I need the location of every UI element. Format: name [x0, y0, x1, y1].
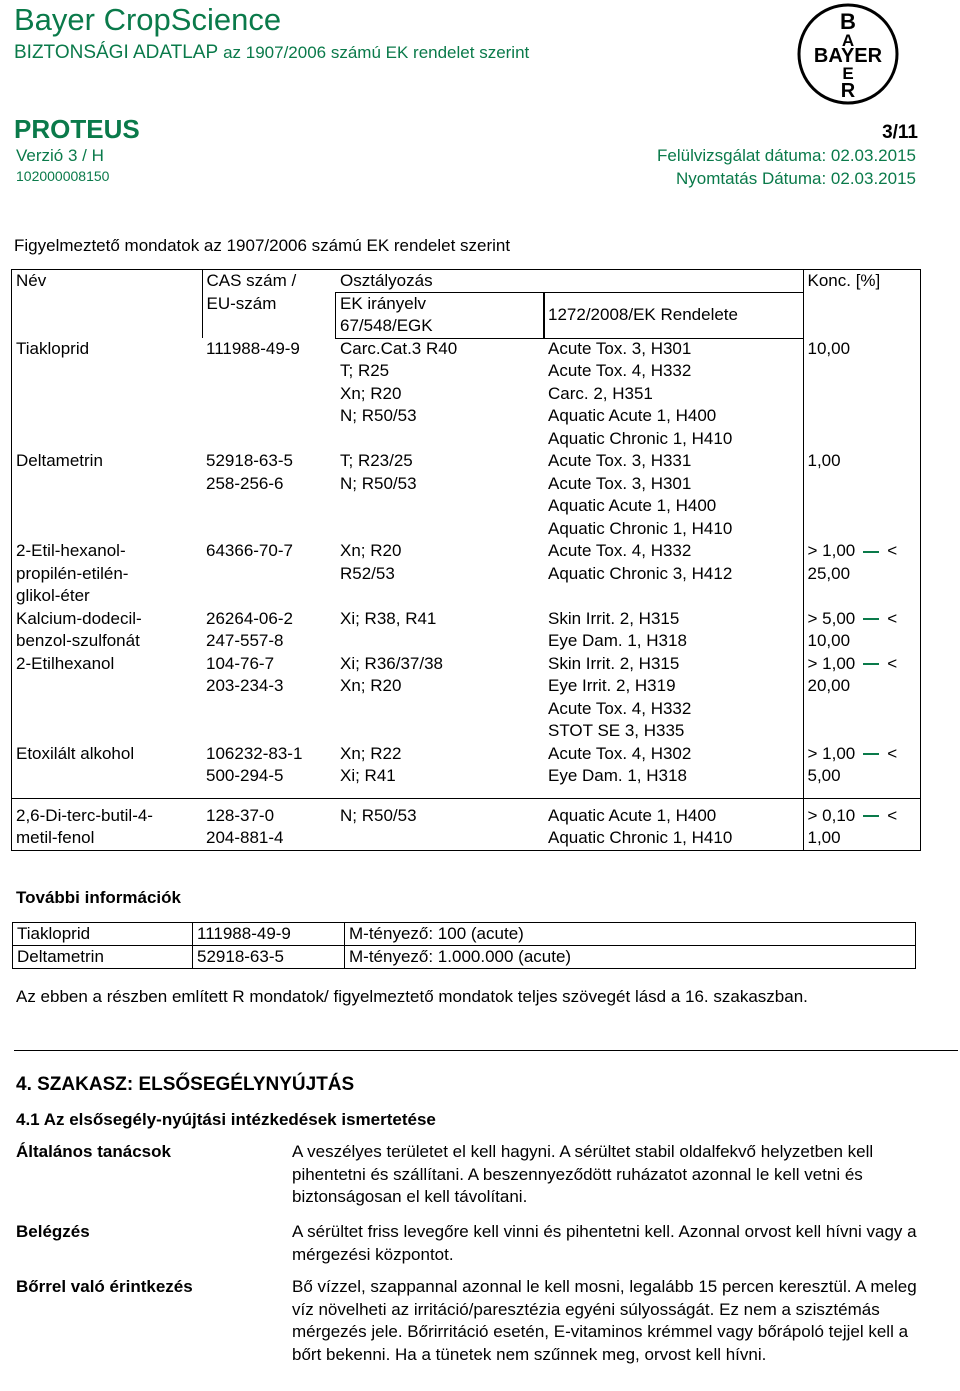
- substance-name: 2,6-Di-terc-butil-4- metil-fenol: [12, 798, 202, 850]
- cas-number: 26264-06-2 247-557-8: [206, 608, 293, 650]
- ek-classification: Carc.Cat.3 R40 T; R25 Xn; R20 N; R50/53: [340, 338, 458, 425]
- logo-letter-a: A: [841, 31, 855, 50]
- product-name: PROTEUS: [14, 114, 140, 144]
- ek-classification: Xi; R36/37/38 Xn; R20: [340, 653, 444, 695]
- further-info-title: További információk: [16, 888, 181, 907]
- less-than-sign: <: [887, 743, 898, 763]
- concentration: [803, 540, 920, 608]
- cas-number: 52918-63-5 258-256-6: [206, 451, 293, 493]
- r-phrases-note: Az ebben a részben említett R mondatok/ figyelmeztető mondatok teljes szövegét lásd a 16. szakaszban.: [16, 987, 808, 1006]
- table-row: [12, 608, 920, 653]
- cas-number: 128-37-0 204-881-4: [202, 798, 336, 850]
- concentration-high: 20,00: [807, 676, 851, 695]
- concentration-low: > 1,00: [807, 653, 856, 673]
- page-number: 3/11: [882, 122, 918, 143]
- clp-classification: Skin Irrit. 2, H315 Eye Irrit. 2, H319 Acute Tox. 4, H332 STOT SE 3, H335: [548, 653, 692, 740]
- substance-name: 2-Etil-hexanol- propilén-etilén- glikol-éter: [16, 541, 129, 605]
- document-title-rest: az 1907/2006 számú EK rendelet szerint: [223, 43, 530, 62]
- concentration: [803, 608, 920, 653]
- table-row: [12, 798, 920, 850]
- company-name: Bayer CropScience: [14, 2, 282, 37]
- ek-classification: Xn; R22 Xi; R41: [340, 743, 402, 785]
- first-aid-text-inhalation: A sérültet friss levegőre kell vinni és pihentetni kell. Azonnal orvost kell hívni vagy a mérgezési központot.: [292, 1222, 917, 1264]
- concentration: [803, 450, 920, 540]
- clp-classification: Acute Tox. 3, H331 Acute Tox. 3, H301 Aquatic Acute 1, H400 Aquatic Chronic 1, H410: [548, 451, 733, 538]
- range-dash: [863, 663, 879, 665]
- substance-name: 2-Etilhexanol: [16, 653, 115, 673]
- logo-letter-r: R: [840, 80, 856, 102]
- concentration-high: 1,00: [807, 828, 841, 847]
- print-date: Nyomtatás Dátuma: 02.03.2015: [675, 169, 916, 188]
- first-aid-label-general: Általános tanácsok: [16, 1142, 171, 1161]
- mf-name: Tiakloprid: [13, 923, 193, 946]
- concentration-low: > 5,00: [807, 608, 856, 628]
- logo-word-bayer: BAYER: [813, 45, 883, 67]
- cas-number: 104-76-7 203-234-3: [206, 653, 284, 695]
- concentration-low: > 1,00: [807, 541, 856, 560]
- substance-name: Deltametrin: [16, 451, 103, 470]
- divider: [14, 1050, 958, 1051]
- clp-classification: Acute Tox. 3, H301 Acute Tox. 4, H332 Carc. 2, H351 Aquatic Acute 1, H400 Aquatic Chronic 1, H410: [548, 338, 733, 448]
- mf-cas: 111988-49-9: [193, 923, 345, 946]
- first-aid-text-general: A veszélyes területet el kell hagyni. A sérültet stabil oldalfekvő helyzetben kell pihentetni és szállítani. A beszennyeződött ruházatot azonnal le kell vetni és biztonságosan el kell távolítani.: [292, 1142, 874, 1206]
- ek-classification: T; R23/25 N; R50/53: [340, 451, 417, 493]
- m-factor-table: [12, 922, 916, 969]
- first-aid-label-skin: Bőrrel való érintkezés: [16, 1277, 193, 1296]
- less-than-sign: <: [887, 608, 898, 628]
- header-name: Név: [12, 270, 202, 338]
- concentration: [803, 798, 920, 850]
- header-reg: 1272/2008/EK Rendelete: [544, 293, 803, 338]
- range-dash: [863, 753, 879, 755]
- substance-name: Kalcium-dodecil- benzol-szulfonát: [16, 608, 142, 650]
- table-row: [12, 338, 920, 451]
- table-row: [12, 540, 920, 608]
- cas-number: 64366-70-7: [206, 541, 293, 560]
- clp-classification: Aquatic Acute 1, H400 Aquatic Chronic 1, H410: [544, 798, 803, 850]
- concentration-high: 10,00: [807, 631, 851, 650]
- mf-factor: M-tényező: 1.000.000 (acute): [345, 946, 916, 969]
- table-row: [13, 946, 916, 969]
- ek-classification: Xi; R38, R41: [340, 608, 437, 628]
- concentration-low: > 0,10: [807, 805, 856, 825]
- ek-classification: Xn; R20 R52/53: [340, 541, 402, 583]
- document-number: 102000008150: [16, 168, 110, 184]
- concentration-high: 5,00: [807, 766, 841, 785]
- header-conc: Konc. [%]: [807, 271, 881, 290]
- less-than-sign: <: [887, 541, 898, 560]
- header-ek: EK irányelv 67/548/EGK: [336, 293, 544, 338]
- concentration-low: > 1,00: [807, 743, 856, 763]
- table-header-row: [12, 270, 920, 293]
- section4-1-title: 4.1 Az elsősegély-nyújtási intézkedések ismertetése: [16, 1110, 436, 1129]
- header-cas: CAS szám / EU-szám: [206, 271, 297, 313]
- document-title: [14, 42, 529, 64]
- clp-classification: Skin Irrit. 2, H315 Eye Dam. 1, H318: [548, 608, 687, 650]
- revision-date: Felülvizsgálat dátuma: 02.03.2015: [657, 146, 916, 165]
- mf-cas: 52918-63-5: [193, 946, 345, 969]
- range-dash: [863, 618, 879, 620]
- less-than-sign: <: [887, 805, 898, 825]
- section4-title: 4. SZAKASZ: ELSŐSEGÉLYNYÚJTÁS: [16, 1074, 355, 1095]
- substance-name: Etoxilált alkohol: [16, 743, 135, 763]
- concentration-high: 25,00: [807, 563, 851, 583]
- table-row: [12, 653, 920, 743]
- table-row: [13, 923, 916, 946]
- table-row: [12, 450, 920, 540]
- less-than-sign: <: [887, 653, 898, 673]
- concentration: [803, 653, 920, 743]
- concentration: [803, 338, 920, 451]
- logo-letter-e: E: [842, 64, 854, 83]
- mf-factor: M-tényező: 100 (acute): [345, 923, 916, 946]
- version: Verzió 3 / H: [16, 146, 104, 165]
- bayer-logo: [796, 2, 900, 106]
- logo-letter-b: B: [840, 9, 856, 34]
- section-heading: Figyelmeztető mondatok az 1907/2006 számú EK rendelet szerint: [14, 236, 511, 255]
- clp-classification: Acute Tox. 4, H332 Aquatic Chronic 3, H412: [548, 541, 733, 583]
- range-dash: [863, 815, 879, 817]
- concentration-low: 10,00: [807, 338, 851, 358]
- concentration: [803, 743, 920, 799]
- clp-classification: Acute Tox. 4, H302 Eye Dam. 1, H318: [548, 743, 692, 785]
- header-classification: Osztályozás: [336, 270, 803, 293]
- first-aid-text-skin: Bő vízzel, szappannal azonnal le kell mosni, legalább 15 percen keresztül. A meleg víz növelheti az irritáció/paresztézia egyéni súlyosságát. Ez nem a szisztémás mérgezés jele. Bőrirritáció esetén, E-vitaminos krémmel vagy bőrápoló tejjel kell a bőrt bekenni. Ha a tünetek nem szűnnek meg, orvost kell hívni.: [292, 1277, 917, 1364]
- table-row: [12, 743, 920, 799]
- hazard-table: [12, 270, 920, 850]
- concentration-low: 1,00: [807, 451, 841, 470]
- document-title-main: BIZTONSÁGI ADATLAP: [14, 42, 218, 63]
- cas-number: 111988-49-9: [206, 338, 300, 358]
- range-dash: [863, 551, 879, 553]
- mf-name: Deltametrin: [13, 946, 193, 969]
- substance-name: Tiakloprid: [16, 338, 90, 358]
- ek-classification: N; R50/53: [336, 798, 544, 850]
- cas-number: 106232-83-1 500-294-5: [206, 743, 303, 785]
- first-aid-label-inhalation: Belégzés: [16, 1222, 90, 1241]
